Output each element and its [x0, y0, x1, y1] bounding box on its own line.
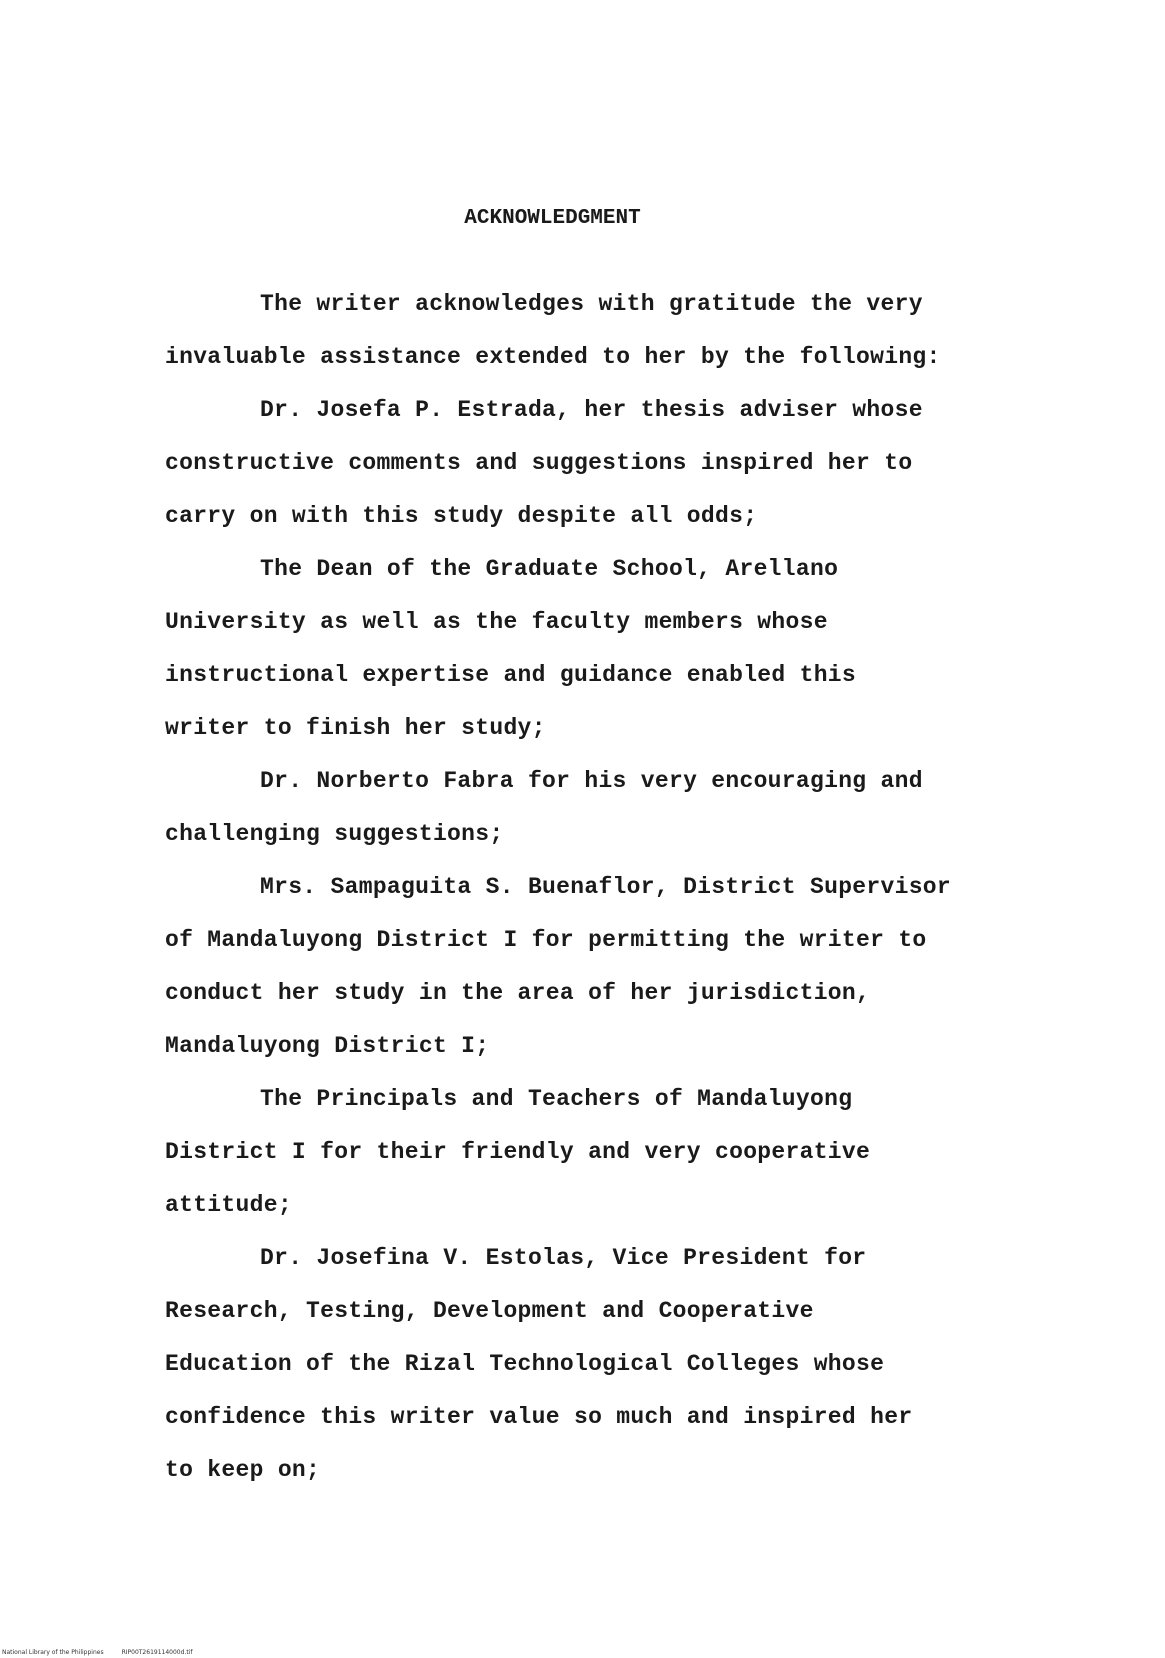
text-line: Mandaluyong District I;: [165, 1033, 490, 1059]
text-line: conduct her study in the area of her jurisdiction,: [165, 980, 871, 1006]
text-line: writer to finish her study;: [165, 715, 546, 741]
text-line: constructive comments and suggestions inspired her to: [165, 450, 913, 476]
text-line: confidence this writer value so much and inspired her: [165, 1404, 913, 1430]
text-line: Research, Testing, Development and Cooperative: [165, 1298, 814, 1324]
text-line: Education of the Rizal Technological Colleges whose: [165, 1351, 885, 1377]
text-line: Mrs. Sampaguita S. Buenaflor, District Supervisor: [260, 874, 952, 900]
text-line: of Mandaluyong District I for permitting the writer to: [165, 927, 927, 953]
footer-file: RIP00T2619114000d.tif: [121, 1649, 193, 1656]
text-line: Dr. Norberto Fabra for his very encouraging and: [260, 768, 923, 794]
acknowledgment-body: [165, 278, 1065, 1497]
text-line: carry on with this study despite all odds;: [165, 503, 758, 529]
text-line: University as well as the faculty members whose: [165, 609, 828, 635]
footer-library: National Library of the Philippines: [2, 1649, 104, 1656]
text-line: The writer acknowledges with gratitude the very: [260, 291, 923, 317]
page-title: [0, 207, 1165, 230]
text-line: to keep on;: [165, 1457, 321, 1483]
text-line: attitude;: [165, 1192, 292, 1218]
text-line: Dr. Josefina V. Estolas, Vice President for: [260, 1245, 867, 1271]
text-line: The Dean of the Graduate School, Arellano: [260, 556, 839, 582]
text-line: Dr. Josefa P. Estrada, her thesis adviser whose: [260, 397, 923, 423]
text-line: instructional expertise and guidance enabled this: [165, 662, 857, 688]
title-text: ACKNOWLEDGMENT: [464, 207, 641, 230]
text-line: invaluable assistance extended to her by the following:: [165, 344, 941, 370]
text-line: challenging suggestions;: [165, 821, 504, 847]
scan-footer: [2, 1649, 210, 1656]
text-line: The Principals and Teachers of Mandaluyong: [260, 1086, 853, 1112]
text-line: District I for their friendly and very cooperative: [165, 1139, 871, 1165]
